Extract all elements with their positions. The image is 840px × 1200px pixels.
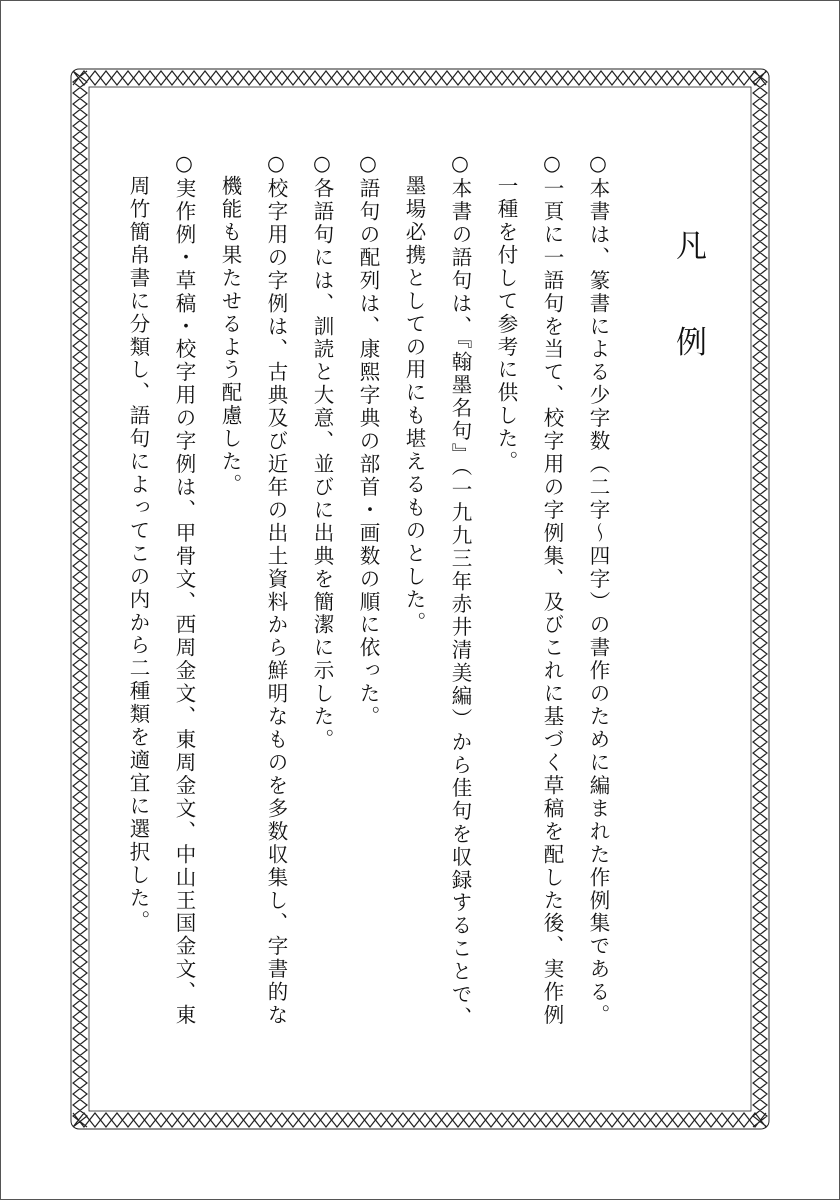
item-text: 本書の語句は、『翰墨名句』（一九九三年赤井清美編）から佳句を収録することで、 [448,177,472,1030]
list-item [253,151,299,1101]
legend-text [126,151,711,1101]
circle-bullet-icon: ○ [586,151,610,178]
item-text: 本書は、篆書による少字数（二字〜四字）の書作のために編まれた作例集である。 [586,177,610,1027]
list-item [437,151,483,1101]
item-continuation: 周竹簡帛書に分類し、語句によってこの内から二種類を適宜に選択した。 [126,174,150,933]
list-item [529,151,575,1101]
item-continuation: 機能も果たせるよう配慮した。 [218,174,242,497]
list-item [345,151,391,1101]
item-text: 語句の配列は、康熙字典の部首・画数の順に依った。 [356,177,380,729]
item-text: 一頁に一語句を当て、校字用の字例集、及びこれに基づく草稿を配した後、実作例 [540,177,564,1027]
circle-bullet-icon: ○ [310,151,334,178]
list-item [575,151,621,1101]
circle-bullet-icon: ○ [448,151,472,178]
item-continuation: 墨場必携としての用にも堪えるものとした。 [402,174,426,634]
circle-bullet-icon: ○ [172,151,196,178]
list-item [161,151,207,1101]
circle-bullet-icon: ○ [540,151,564,178]
item-text: 実作例・草稿・校字用の字例は、甲骨文、西周金文、東周金文、中山王国金文、東 [172,177,196,1027]
page-title: 凡 例 [670,229,706,385]
circle-bullet-icon: ○ [264,151,288,178]
list-item [299,151,345,1101]
item-continuation: 一種を付して参考に供した。 [494,174,518,474]
circle-bullet-icon: ○ [356,151,380,178]
item-text: 各語句には、訓読と大意、並びに出典を簡潔に示した。 [310,177,334,752]
item-text: 校字用の字例は、古典及び近年の出土資料から鮮明なものを多数収集し、字書的な [264,177,288,1027]
